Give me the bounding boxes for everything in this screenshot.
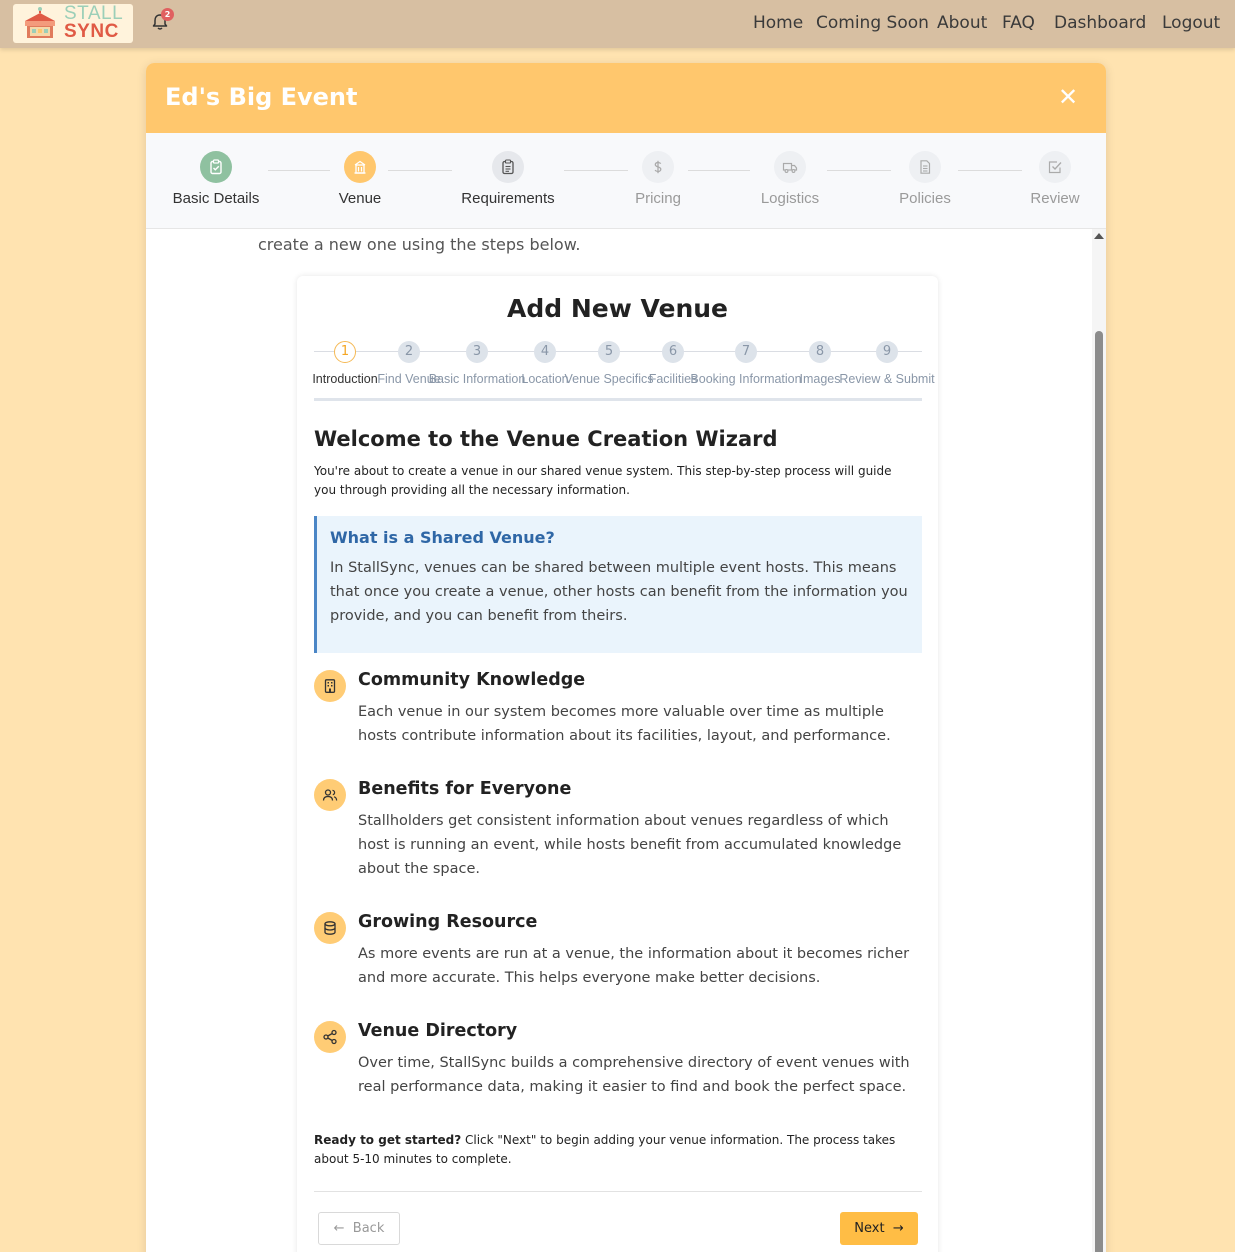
step-connector [827,170,891,171]
next-button[interactable] [840,1212,918,1245]
substep-number: 9 [876,341,898,363]
modal-title: Ed's Big Event [165,83,358,111]
arrow-right-icon: → [892,1221,904,1236]
check-square-icon [1039,151,1071,183]
substep-label: Review & Submit [839,372,935,386]
feature-body: As more events are run at a venue, the information about it becomes richer and more accurate. This helps everyone make better decisions. [358,946,910,986]
nav-home-link[interactable]: Home [753,13,804,33]
feature-title: Community Knowledge [358,670,586,690]
feature-title: Growing Resource [358,912,538,932]
feature-body: Stallholders get consistent information about venues regardless of which host is running an event, while hosts benefit from accumulated knowledge about the space. [358,813,902,877]
substep-label: Facilities [648,372,698,386]
document-icon [909,151,941,183]
share-icon [314,1021,346,1053]
feature-body: Each venue in our system becomes more valuable over time as multiple hosts contribute information about its facilities, layout, and performance. [358,704,891,744]
scroll-up-arrow-icon[interactable] [1094,233,1104,239]
intro-text: create a new one using the steps below. [258,235,581,254]
substep-progress-bar [314,398,922,401]
substep-number: 8 [809,341,831,363]
substep-label: Booking Information [690,372,802,386]
feature-body: Over time, StallSync builds a comprehensive directory of event venues with real performance data, making it easier to find and book the perfect space. [358,1055,910,1095]
market-stall-icon [23,7,57,41]
nav-logout-link[interactable]: Logout [1162,13,1221,33]
step-label: Logistics [760,190,820,207]
clipboard-list-icon [492,151,524,183]
substep-number: 6 [662,341,684,363]
feature-title: Venue Directory [358,1021,518,1041]
step-label: Policies [899,190,951,207]
substep-number: 5 [598,341,620,363]
step-label: Venue [338,190,382,207]
substep-label: Find Venue [377,372,441,386]
next-button-label: Next [854,1221,885,1236]
stallsync-logo[interactable] [13,4,133,43]
footer-divider [314,1191,922,1192]
step-connector [958,170,1022,171]
modal-header [146,63,1106,133]
close-icon[interactable]: ✕ [1057,83,1079,111]
building-icon [314,670,346,702]
shared-venue-infobox [314,516,922,653]
building-icon [344,151,376,183]
event-stepper [146,133,1106,229]
infobox-body: In StallSync, venues can be shared between multiple event hosts. This means that once you create a venue, other hosts can benefit from the information you provide, and you can benefit from theirs. [330,560,908,624]
clipboard-check-icon [200,151,232,183]
step-connector [268,170,330,171]
ready-bold: Ready to get started? [314,1133,462,1147]
substep-number: 2 [398,341,420,363]
welcome-title: Welcome to the Venue Creation Wizard [314,427,778,451]
users-icon [314,779,346,811]
substep-number: 7 [735,341,757,363]
step-connector [564,170,628,171]
infobox-title: What is a Shared Venue? [330,528,555,547]
dollar-icon [642,151,674,183]
nav-coming-soon-link[interactable]: Coming Soon [816,13,929,33]
step-connector [388,170,452,171]
back-button-label: Back [352,1221,385,1236]
substep-label: Location [521,372,569,386]
truck-icon [774,151,806,183]
substep-number: 3 [466,341,488,363]
step-label: Pricing [635,190,681,207]
nav-dashboard-link[interactable]: Dashboard [1054,13,1147,33]
ready-instructions: Click "Next" to begin adding your venue information. The process takes about 5-10 minutes to complete. [314,1133,896,1166]
event-modal [146,63,1106,1252]
top-navbar [0,0,1235,48]
substep-number: 1 [334,341,356,363]
arrow-left-icon: ← [333,1221,345,1236]
scrollbar-thumb[interactable] [1095,331,1103,1252]
substep-label: Images [799,372,841,386]
substep-label: Venue Specifics [564,372,654,386]
feature-title: Benefits for Everyone [358,779,572,799]
nav-faq-link[interactable]: FAQ [1002,13,1035,33]
logo-text-sync: SYNC [64,21,119,42]
logo-text-stall: STALL [64,3,124,24]
welcome-description: You're about to create a venue in our shared venue system. This step-by-step process will guide you through providing all the necessary information. [314,464,892,497]
add-venue-title: Add New Venue [506,294,728,323]
nav-about-link[interactable]: About [937,13,988,33]
add-venue-card [297,276,938,1252]
notification-count-badge: 2 [161,8,174,21]
substep-label: Introduction [312,372,378,386]
step-label: Review [1030,190,1080,207]
step-label: Requirements [461,190,555,207]
step-label: Basic Details [172,190,260,207]
database-icon [314,912,346,944]
ready-text [314,1131,924,1169]
step-connector [688,170,750,171]
substep-number: 4 [534,341,556,363]
back-button[interactable] [318,1212,400,1245]
substep-label: Basic Information [428,372,526,386]
